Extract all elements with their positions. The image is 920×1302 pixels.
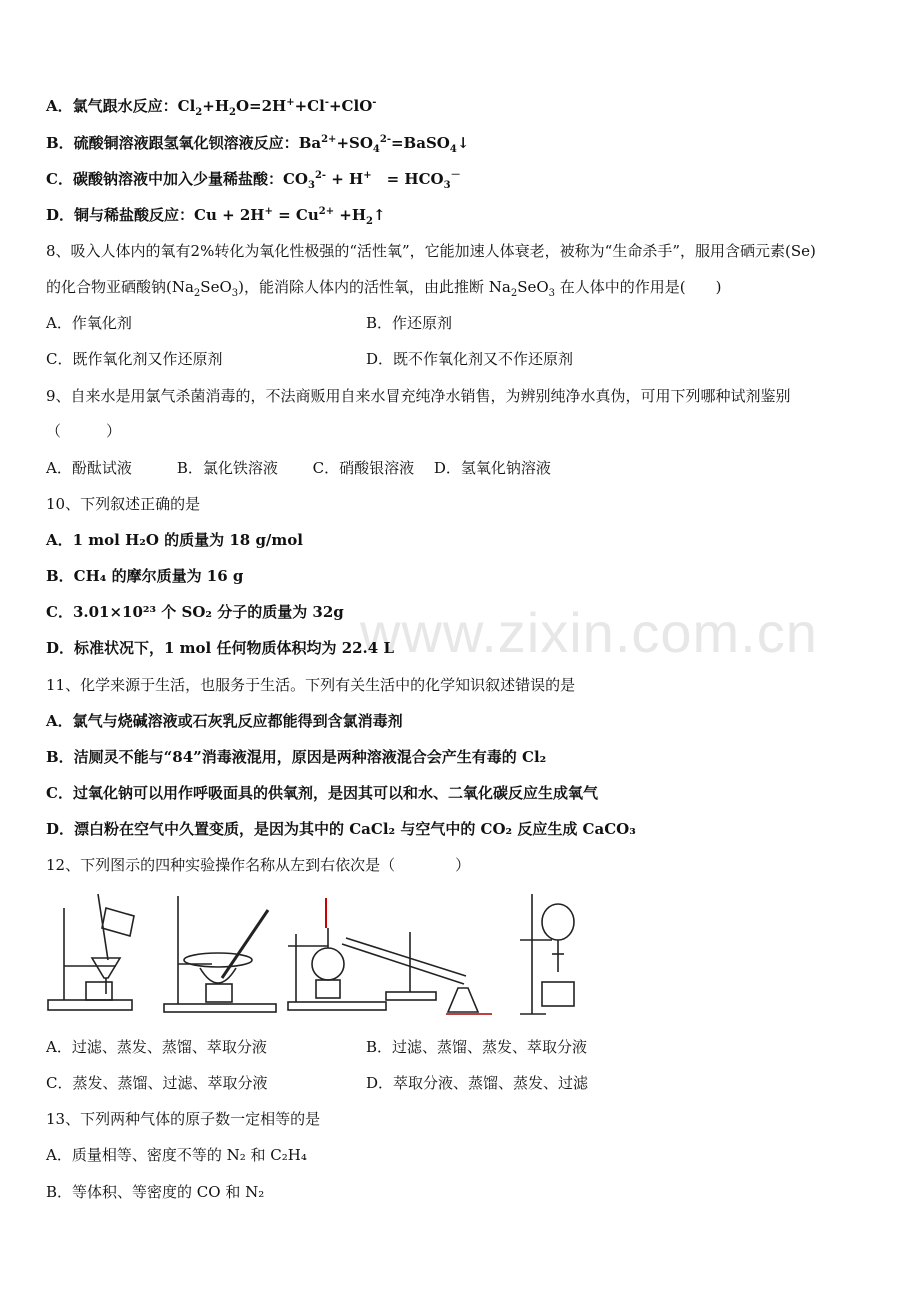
q7-option-c-label: C．碳酸钠溶液中加入少量稀盐酸： <box>46 170 283 188</box>
q11-option-c: C．过氧化钠可以用作呼吸面具的供氧剂，是因其可以和水、二氧化碳反应生成氧气 <box>46 784 598 802</box>
q7-option-b <box>46 133 469 153</box>
q12-option-c: C．蒸发、蒸馏、过滤、萃取分液 <box>46 1074 268 1092</box>
q11-option-a: A．氯气与烧碱溶液或石灰乳反应都能得到含氯消毒剂 <box>46 712 403 730</box>
q13-option-a: A．质量相等、密度不等的 N₂ 和 C₂H₄ <box>46 1146 307 1164</box>
q12-option-d: D．萃取分液、蒸馏、蒸发、过滤 <box>366 1074 589 1092</box>
q8-option-d: D．既不作氧化剂又不作还原剂 <box>366 350 574 368</box>
q9-options: A．酚酞试液 B．氯化铁溶液 C．硝酸银溶液 D．氢氧化钠溶液 <box>46 459 551 477</box>
q11-option-d: D．漂白粉在空气中久置变质，是因为其中的 CaCl₂ 与空气中的 CO₂ 反应生成 CaCO₃ <box>46 820 636 838</box>
evaporation-apparatus <box>164 896 276 1012</box>
q13-stem: 13、下列两种气体的原子数一定相等的是 <box>46 1110 321 1128</box>
q8-option-c: C．既作氧化剂又作还原剂 <box>46 350 223 368</box>
q13-option-b: B．等体积、等密度的 CO 和 N₂ <box>46 1183 265 1201</box>
q10-option-a: A．1 mol H₂O 的质量为 18 g/mol <box>46 531 303 549</box>
q8-option-b: B．作还原剂 <box>366 314 453 332</box>
q11-option-b: B．洁厕灵不能与“84”消毒液混用，原因是两种溶液混合会产生有毒的 Cl₂ <box>46 748 547 766</box>
q12-apparatus-figure <box>46 888 606 1020</box>
q10-option-b: B．CH₄ 的摩尔质量为 16 g <box>46 567 244 585</box>
separatory-funnel-apparatus <box>520 894 574 1014</box>
q10-option-c: C．3.01×10²³ 个 SO₂ 分子的质量为 32g <box>46 603 344 621</box>
distillation-apparatus <box>288 898 492 1014</box>
q12-option-a: A．过滤、蒸发、蒸馏、萃取分液 <box>46 1038 267 1056</box>
q7-option-c-equation: $CO_3^{2-} + H^+$ = $HCO_3^-$ <box>282 170 461 191</box>
q12-option-b: B．过滤、蒸馏、蒸发、萃取分液 <box>366 1038 588 1056</box>
filtration-apparatus <box>48 894 134 1010</box>
q11-stem: 11、化学来源于生活，也服务于生活。下列有关生活中的化学知识叙述错误的是 <box>46 676 576 694</box>
q7-option-d-equation: $Cu + 2H^+ = Cu^{2+}$ $+H_2↑$ <box>194 206 386 227</box>
q7-option-a <box>46 96 376 116</box>
q7-option-b-equation: $Ba^{2+}+SO_4^{2-}=BaSO_4↓$ <box>298 134 470 155</box>
q8-stem-line2: 的化合物亚硒酸钠$(Na_2SeO_3)$，能消除人体内的活性氧，由此推断 $Na_2SeO_3$ 在人体中的作用是( ) <box>46 278 722 299</box>
q7-option-d-label: D．铜与稀盐酸反应： <box>46 206 195 224</box>
q7-option-d <box>46 205 386 225</box>
q7-option-c <box>46 169 461 189</box>
q12-stem: 12、下列图示的四种实验操作名称从左到右依次是（ ） <box>46 856 471 874</box>
q8-text-c: )，能消除人体内的活性氧，由此推断 Na <box>238 278 511 296</box>
q8-text-b: SeO <box>200 278 232 296</box>
q7-option-a-label: A．氯气跟水反应： <box>46 97 178 115</box>
q8-text-e: 在人体中的作用是( ) <box>555 278 722 296</box>
q8-text-a: 的化合物亚硒酸钠(Na <box>46 278 194 296</box>
q8-stem-line1: 8、吸入人体内的氧有2%转化为氧化性极强的“活性氧”，它能加速人体衰老，被称为“生命杀手”，服用含硒元素(Se) <box>46 242 816 260</box>
q7-option-a-equation: $Cl_2+H_2O=2H^++Cl^-+ClO^-$ <box>177 97 377 118</box>
q8-option-a: A．作氧化剂 <box>46 314 132 332</box>
q10-option-d: D．标准状况下，1 mol 任何物质体积均为 22.4 L <box>46 639 394 657</box>
q9-stem-line2: （ ） <box>46 422 122 440</box>
q8-text-d: SeO <box>517 278 549 296</box>
q7-option-b-label: B．硫酸铜溶液跟氢氧化钡溶液反应： <box>46 134 299 152</box>
watermark: www.zixin.com.cn <box>360 601 818 664</box>
q10-stem: 10、下列叙述正确的是 <box>46 495 201 513</box>
q9-stem-line1: 9、自来水是用氯气杀菌消毒的，不法商贩用自来水冒充纯净水销售，为辨别纯净水真伪，可用下列哪种试剂鉴别 <box>46 387 791 405</box>
